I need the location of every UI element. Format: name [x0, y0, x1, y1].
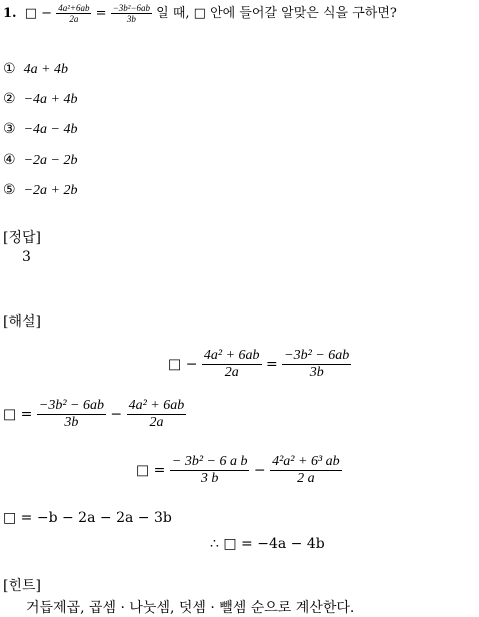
- choice-expression: −2a + 2b: [23, 183, 78, 198]
- choice-4[interactable]: [3, 152, 77, 169]
- question-text: 일 때, □ 안에 들어갈 알맞은 식을 구하면?: [156, 6, 397, 21]
- solution-fraction: [37, 398, 106, 431]
- fraction-denominator: 2a: [224, 365, 239, 381]
- minus-sign: −: [110, 406, 123, 423]
- choice-2[interactable]: [3, 91, 77, 108]
- solution-line-5: ∴ □ = −4a − 4b: [210, 536, 325, 552]
- minus-sign: −: [41, 6, 53, 21]
- question-line: [3, 2, 397, 24]
- fraction-denominator: 3b: [309, 365, 324, 381]
- fraction-numerator: 4a² + 6ab: [202, 348, 262, 365]
- line-lhs: □ =: [136, 462, 166, 479]
- choice-expression: −4a + 4b: [23, 92, 78, 107]
- solution-fraction: [127, 398, 187, 431]
- solution-label: [해설]: [3, 314, 41, 330]
- choice-marker: ①: [3, 61, 16, 77]
- equals-sign: =: [265, 356, 278, 373]
- fraction-denominator: 3b: [126, 14, 136, 24]
- fraction-numerator: 4²a² + 6³ ab: [270, 454, 342, 471]
- solution-line-2: [3, 398, 186, 431]
- choice-marker: ⑤: [3, 182, 16, 198]
- choice-marker: ②: [3, 91, 16, 107]
- solution-line-1: [168, 348, 351, 381]
- answer-label: [정답]: [3, 230, 41, 246]
- choice-expression: −4a − 4b: [23, 122, 78, 137]
- fraction-numerator: −3b² − 6ab: [282, 348, 351, 365]
- choice-expression: 4a + 4b: [23, 62, 69, 77]
- fraction-denominator: 3b: [64, 415, 79, 431]
- question-number: 1.: [3, 6, 17, 21]
- choice-marker: ③: [3, 121, 16, 137]
- hint-label: [힌트]: [3, 578, 41, 594]
- fraction-numerator: 4a² + 6ab: [127, 398, 187, 415]
- cancellation-fraction: [170, 454, 250, 487]
- solution-line-4: □ = −b − 2a − 2a − 3b: [3, 510, 172, 526]
- blank-box: □: [24, 6, 38, 21]
- choice-1[interactable]: [3, 61, 68, 78]
- line-lhs: □ =: [3, 406, 33, 423]
- solution-fraction: [202, 348, 262, 381]
- minus-sign: −: [185, 356, 198, 373]
- fraction-denominator: 2a: [149, 415, 164, 431]
- fraction-numerator: 4a²+6ab: [58, 2, 90, 13]
- fraction-numerator: −3b² − 6ab: [37, 398, 106, 415]
- solution-fraction: [282, 348, 351, 381]
- minus-sign: −: [253, 462, 266, 479]
- fraction-denominator: 3 b: [200, 471, 219, 487]
- fraction-denominator: 2 a: [297, 471, 315, 487]
- choice-3[interactable]: [3, 121, 77, 138]
- choice-5[interactable]: [3, 182, 77, 199]
- choice-marker: ④: [3, 152, 16, 168]
- fraction-denominator: 2a: [69, 14, 79, 24]
- question-fraction-1: [56, 3, 91, 25]
- fraction-numerator: − 3b² − 6 a b: [170, 454, 250, 471]
- fraction-numerator: −3b²−6ab: [112, 2, 151, 13]
- cancellation-fraction: [270, 454, 342, 487]
- answer-value: 3: [22, 249, 31, 265]
- hint-text: 거듭제곱, 곱셈 · 나눗셈, 덧셈 · 뺄셈 순으로 계산한다.: [26, 600, 355, 616]
- question-fraction-2: [111, 3, 152, 25]
- solution-line-3: [136, 454, 342, 487]
- equals-sign: =: [95, 6, 107, 21]
- blank-box: □: [168, 356, 182, 373]
- choice-expression: −2a − 2b: [23, 153, 78, 168]
